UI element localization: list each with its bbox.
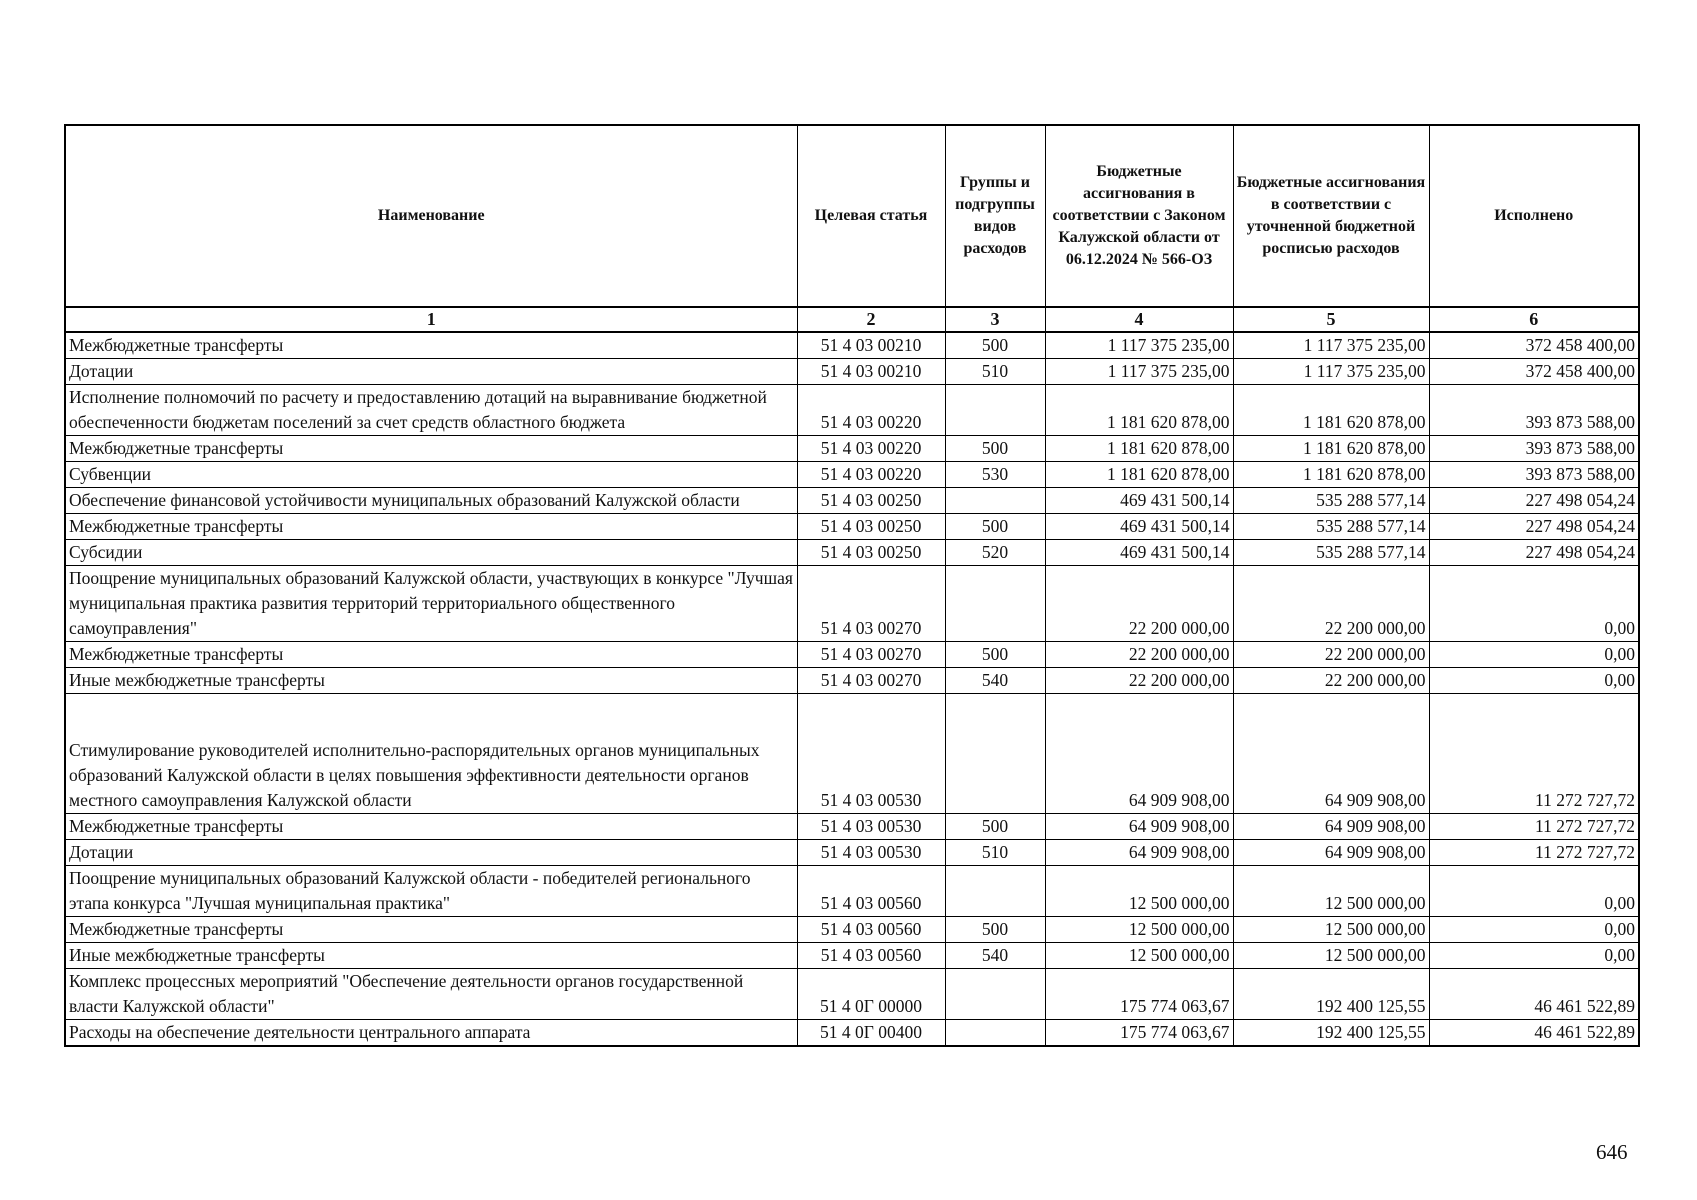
- cell-target-article: 51 4 03 00220: [797, 462, 945, 488]
- cell-law-allocation: 1 181 620 878,00: [1045, 436, 1233, 462]
- cell-revised-allocation: 64 909 908,00: [1233, 840, 1429, 866]
- table-row: [65, 514, 1639, 540]
- cell-target-article: 51 4 03 00220: [797, 436, 945, 462]
- cell-target-article: 51 4 03 00560: [797, 917, 945, 943]
- column-number: 1: [65, 307, 797, 332]
- table-row: [65, 969, 1639, 1020]
- cell-revised-allocation: 64 909 908,00: [1233, 694, 1429, 814]
- cell-name: Поощрение муниципальных образований Калужской области, участвующих в конкурсе "Лучшая муниципальная практика развития территорий территориального общественного самоуправления": [65, 566, 797, 642]
- table-row: [65, 814, 1639, 840]
- cell-name: Комплекс процессных мероприятий "Обеспечение деятельности органов государственной власти Калужской области": [65, 969, 797, 1020]
- cell-law-allocation: 175 774 063,67: [1045, 969, 1233, 1020]
- table-row: [65, 385, 1639, 436]
- budget-table: [64, 124, 1640, 1047]
- cell-name: Межбюджетные трансферты: [65, 332, 797, 359]
- cell-executed: 227 498 054,24: [1429, 488, 1639, 514]
- cell-expense-group: 510: [945, 840, 1045, 866]
- cell-revised-allocation: 22 200 000,00: [1233, 566, 1429, 642]
- header-expense-groups: Группы и подгруппы видов расходов: [945, 125, 1045, 307]
- cell-law-allocation: 1 117 375 235,00: [1045, 359, 1233, 385]
- table-header: [65, 125, 1639, 332]
- cell-revised-allocation: 1 181 620 878,00: [1233, 385, 1429, 436]
- cell-target-article: 51 4 03 00270: [797, 566, 945, 642]
- cell-name: Поощрение муниципальных образований Калужской области - победителей регионального этапа конкурса "Лучшая муниципальная практика": [65, 866, 797, 917]
- cell-target-article: 51 4 0Г 00000: [797, 969, 945, 1020]
- table-row: [65, 488, 1639, 514]
- cell-name: Иные межбюджетные трансферты: [65, 943, 797, 969]
- cell-revised-allocation: 1 117 375 235,00: [1233, 359, 1429, 385]
- cell-revised-allocation: 535 288 577,14: [1233, 488, 1429, 514]
- cell-expense-group: 500: [945, 436, 1045, 462]
- table-row: [65, 668, 1639, 694]
- table-row: [65, 359, 1639, 385]
- cell-executed: 11 272 727,72: [1429, 814, 1639, 840]
- cell-target-article: 51 4 03 00530: [797, 840, 945, 866]
- cell-name: Расходы на обеспечение деятельности центрального аппарата: [65, 1020, 797, 1047]
- cell-name: Дотации: [65, 359, 797, 385]
- cell-law-allocation: 469 431 500,14: [1045, 514, 1233, 540]
- table-row: [65, 1020, 1639, 1047]
- cell-expense-group: 500: [945, 642, 1045, 668]
- cell-expense-group: 500: [945, 514, 1045, 540]
- cell-target-article: 51 4 03 00270: [797, 668, 945, 694]
- cell-name: Межбюджетные трансферты: [65, 642, 797, 668]
- cell-law-allocation: 1 117 375 235,00: [1045, 332, 1233, 359]
- table-row: [65, 436, 1639, 462]
- cell-target-article: 51 4 03 00560: [797, 866, 945, 917]
- cell-target-article: 51 4 03 00560: [797, 943, 945, 969]
- header-law-allocations: Бюджетные ассигнования в соответствии с Законом Калужской области от 06.12.2024 № 566-ОЗ: [1045, 125, 1233, 307]
- cell-expense-group: [945, 694, 1045, 814]
- cell-name: Межбюджетные трансферты: [65, 917, 797, 943]
- cell-target-article: 51 4 0Г 00400: [797, 1020, 945, 1047]
- cell-target-article: 51 4 03 00220: [797, 385, 945, 436]
- cell-expense-group: 540: [945, 668, 1045, 694]
- cell-expense-group: [945, 385, 1045, 436]
- cell-expense-group: [945, 969, 1045, 1020]
- table-row: [65, 866, 1639, 917]
- cell-target-article: 51 4 03 00250: [797, 488, 945, 514]
- cell-executed: 0,00: [1429, 866, 1639, 917]
- cell-law-allocation: 469 431 500,14: [1045, 488, 1233, 514]
- column-number: 2: [797, 307, 945, 332]
- cell-revised-allocation: 192 400 125,55: [1233, 969, 1429, 1020]
- cell-executed: 0,00: [1429, 566, 1639, 642]
- cell-revised-allocation: 1 117 375 235,00: [1233, 332, 1429, 359]
- cell-law-allocation: 22 200 000,00: [1045, 668, 1233, 694]
- cell-name: Обеспечение финансовой устойчивости муниципальных образований Калужской области: [65, 488, 797, 514]
- cell-expense-group: 500: [945, 814, 1045, 840]
- cell-law-allocation: 12 500 000,00: [1045, 943, 1233, 969]
- header-executed: Исполнено: [1429, 125, 1639, 307]
- cell-revised-allocation: 1 181 620 878,00: [1233, 462, 1429, 488]
- cell-revised-allocation: 64 909 908,00: [1233, 814, 1429, 840]
- cell-executed: 372 458 400,00: [1429, 359, 1639, 385]
- cell-executed: 0,00: [1429, 943, 1639, 969]
- header-target-article: Целевая статья: [797, 125, 945, 307]
- cell-executed: 372 458 400,00: [1429, 332, 1639, 359]
- column-number-row: [65, 307, 1639, 332]
- cell-revised-allocation: 12 500 000,00: [1233, 866, 1429, 917]
- cell-expense-group: [945, 566, 1045, 642]
- cell-expense-group: [945, 488, 1045, 514]
- cell-target-article: 51 4 03 00250: [797, 514, 945, 540]
- cell-revised-allocation: 535 288 577,14: [1233, 540, 1429, 566]
- cell-revised-allocation: 535 288 577,14: [1233, 514, 1429, 540]
- cell-target-article: 51 4 03 00270: [797, 642, 945, 668]
- cell-law-allocation: 469 431 500,14: [1045, 540, 1233, 566]
- cell-executed: 0,00: [1429, 642, 1639, 668]
- cell-law-allocation: 22 200 000,00: [1045, 642, 1233, 668]
- table-row: [65, 943, 1639, 969]
- header-row: [65, 125, 1639, 307]
- table-row: [65, 840, 1639, 866]
- cell-name: Исполнение полномочий по расчету и предоставлению дотаций на выравнивание бюджетной обеспеченности бюджетам поселений за счет средств областного бюджета: [65, 385, 797, 436]
- cell-executed: 0,00: [1429, 917, 1639, 943]
- cell-target-article: 51 4 03 00210: [797, 359, 945, 385]
- cell-law-allocation: 22 200 000,00: [1045, 566, 1233, 642]
- cell-law-allocation: 1 181 620 878,00: [1045, 462, 1233, 488]
- cell-expense-group: 510: [945, 359, 1045, 385]
- cell-executed: 11 272 727,72: [1429, 694, 1639, 814]
- cell-revised-allocation: 22 200 000,00: [1233, 642, 1429, 668]
- cell-expense-group: 530: [945, 462, 1045, 488]
- cell-revised-allocation: 12 500 000,00: [1233, 917, 1429, 943]
- header-name: Наименование: [65, 125, 797, 307]
- cell-executed: 11 272 727,72: [1429, 840, 1639, 866]
- cell-executed: 0,00: [1429, 668, 1639, 694]
- cell-law-allocation: 1 181 620 878,00: [1045, 385, 1233, 436]
- cell-target-article: 51 4 03 00530: [797, 694, 945, 814]
- cell-revised-allocation: 12 500 000,00: [1233, 943, 1429, 969]
- cell-name: Дотации: [65, 840, 797, 866]
- cell-executed: 393 873 588,00: [1429, 436, 1639, 462]
- cell-expense-group: 540: [945, 943, 1045, 969]
- cell-law-allocation: 12 500 000,00: [1045, 917, 1233, 943]
- column-number: 4: [1045, 307, 1233, 332]
- cell-law-allocation: 64 909 908,00: [1045, 840, 1233, 866]
- table-row: [65, 540, 1639, 566]
- cell-name: Межбюджетные трансферты: [65, 814, 797, 840]
- cell-executed: 46 461 522,89: [1429, 969, 1639, 1020]
- table-row: [65, 694, 1639, 814]
- cell-name: Субсидии: [65, 540, 797, 566]
- cell-target-article: 51 4 03 00210: [797, 332, 945, 359]
- table-row: [65, 642, 1639, 668]
- cell-executed: 227 498 054,24: [1429, 540, 1639, 566]
- cell-name: Иные межбюджетные трансферты: [65, 668, 797, 694]
- cell-name: Стимулирование руководителей исполнительно-распорядительных органов муниципальных образований Калужской области в целях повышения эффективности деятельности органов местного самоуправления Калужской области: [65, 694, 797, 814]
- cell-revised-allocation: 22 200 000,00: [1233, 668, 1429, 694]
- cell-executed: 46 461 522,89: [1429, 1020, 1639, 1047]
- cell-law-allocation: 175 774 063,67: [1045, 1020, 1233, 1047]
- cell-name: Межбюджетные трансферты: [65, 436, 797, 462]
- cell-expense-group: [945, 1020, 1045, 1047]
- table-body: [65, 332, 1639, 1046]
- table-row: [65, 917, 1639, 943]
- cell-executed: 393 873 588,00: [1429, 462, 1639, 488]
- column-number: 5: [1233, 307, 1429, 332]
- header-revised-allocations: Бюджетные ассигнования в соответствии с уточненной бюджетной росписью расходов: [1233, 125, 1429, 307]
- cell-name: Межбюджетные трансферты: [65, 514, 797, 540]
- cell-revised-allocation: 192 400 125,55: [1233, 1020, 1429, 1047]
- cell-expense-group: [945, 866, 1045, 917]
- cell-target-article: 51 4 03 00530: [797, 814, 945, 840]
- table-row: [65, 462, 1639, 488]
- cell-target-article: 51 4 03 00250: [797, 540, 945, 566]
- cell-law-allocation: 64 909 908,00: [1045, 814, 1233, 840]
- cell-executed: 227 498 054,24: [1429, 514, 1639, 540]
- table-row: [65, 566, 1639, 642]
- cell-law-allocation: 12 500 000,00: [1045, 866, 1233, 917]
- page-number: 646: [1596, 1140, 1628, 1164]
- cell-expense-group: 500: [945, 917, 1045, 943]
- cell-executed: 393 873 588,00: [1429, 385, 1639, 436]
- cell-law-allocation: 64 909 908,00: [1045, 694, 1233, 814]
- cell-revised-allocation: 1 181 620 878,00: [1233, 436, 1429, 462]
- cell-name: Субвенции: [65, 462, 797, 488]
- cell-expense-group: 520: [945, 540, 1045, 566]
- column-number: 6: [1429, 307, 1639, 332]
- cell-expense-group: 500: [945, 332, 1045, 359]
- column-number: 3: [945, 307, 1045, 332]
- table-row: [65, 332, 1639, 359]
